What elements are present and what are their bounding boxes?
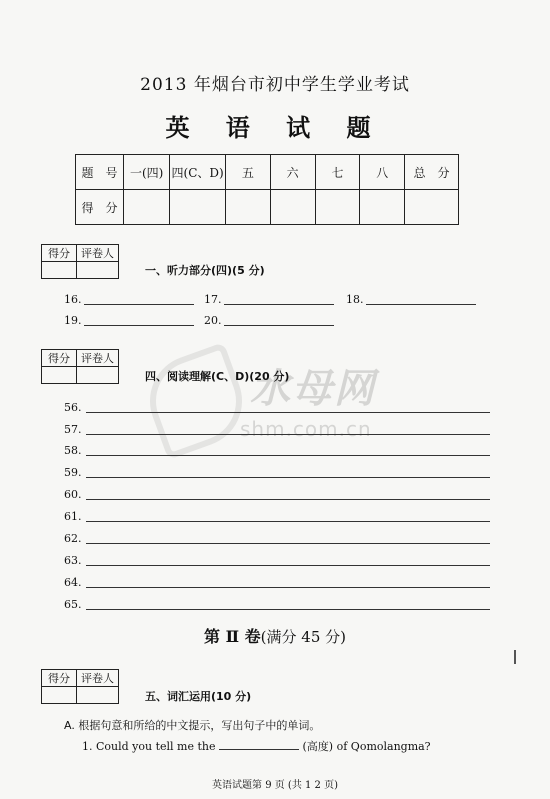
section-instruction: A. 根据句意和所给的中文提示，写出句子中的单词。 bbox=[64, 719, 321, 732]
answer-number: 60. bbox=[64, 488, 82, 501]
score-input[interactable] bbox=[405, 190, 459, 225]
answer-number: 59. bbox=[64, 466, 82, 479]
grader-score-label: 得分 bbox=[42, 350, 77, 367]
answer-line[interactable] bbox=[86, 499, 490, 500]
grader-marker-label: 评卷人 bbox=[77, 245, 119, 262]
score-table-header-row bbox=[76, 155, 459, 190]
page-footer: 英语试题第 9 页 (共 1 2 页) bbox=[212, 780, 338, 791]
answer-number: 57. bbox=[64, 423, 82, 436]
part2-heading bbox=[0, 624, 550, 647]
answer-number: 62. bbox=[64, 532, 82, 545]
answer-line[interactable] bbox=[86, 455, 490, 456]
answer-number: 64. bbox=[64, 576, 82, 589]
answer-line[interactable] bbox=[86, 565, 490, 566]
score-cell: 题 号 bbox=[76, 155, 124, 190]
answer-number: 56. bbox=[64, 401, 82, 414]
part2-title: 第 Ⅱ 卷 bbox=[204, 627, 261, 646]
score-cell: 四(C、D) bbox=[170, 155, 226, 190]
score-table-value-row bbox=[76, 190, 459, 225]
grader-box bbox=[41, 349, 119, 384]
answer-line[interactable] bbox=[86, 609, 490, 610]
grader-marker-input[interactable] bbox=[77, 687, 119, 704]
score-input[interactable] bbox=[124, 190, 170, 225]
score-cell: 五 bbox=[226, 155, 271, 190]
grader-score-label: 得分 bbox=[42, 245, 77, 262]
answer-line[interactable] bbox=[224, 325, 334, 326]
answer-line[interactable] bbox=[86, 587, 490, 588]
score-input[interactable] bbox=[360, 190, 405, 225]
answer-line[interactable] bbox=[86, 543, 490, 544]
score-input[interactable] bbox=[170, 190, 226, 225]
score-cell: 一(四) bbox=[124, 155, 170, 190]
answer-line[interactable] bbox=[84, 325, 194, 326]
grader-box bbox=[41, 669, 119, 704]
grader-marker-label: 评卷人 bbox=[77, 350, 119, 367]
watermark-logo-icon bbox=[137, 342, 255, 460]
score-cell: 七 bbox=[315, 155, 360, 190]
score-row-label: 得 分 bbox=[76, 190, 124, 225]
answer-line[interactable] bbox=[86, 434, 490, 435]
section-title: 四、阅读理解(C、D)(20 分) bbox=[145, 370, 290, 383]
answer-number: 65. bbox=[64, 598, 82, 611]
grader-score-input[interactable] bbox=[42, 367, 77, 384]
grader-box bbox=[41, 244, 119, 279]
score-cell: 六 bbox=[270, 155, 315, 190]
answer-number: 20. bbox=[204, 314, 222, 327]
score-cell: 八 bbox=[360, 155, 405, 190]
answer-number: 18. bbox=[346, 293, 364, 306]
question-1 bbox=[82, 738, 431, 754]
answer-number: 63. bbox=[64, 554, 82, 567]
grader-marker-input[interactable] bbox=[77, 262, 119, 279]
answer-number: 61. bbox=[64, 510, 82, 523]
score-table bbox=[75, 154, 459, 225]
question-1-tail: of Qomolangma? bbox=[336, 740, 431, 753]
answer-line[interactable] bbox=[366, 304, 476, 305]
answer-number: 16. bbox=[64, 293, 82, 306]
answer-line[interactable] bbox=[86, 521, 490, 522]
grader-score-input[interactable] bbox=[42, 262, 77, 279]
score-input[interactable] bbox=[270, 190, 315, 225]
exam-title: 2013 年烟台市初中学生学业考试 bbox=[140, 75, 410, 95]
answer-number: 58. bbox=[64, 444, 82, 457]
grader-score-input[interactable] bbox=[42, 687, 77, 704]
answer-line[interactable] bbox=[84, 304, 194, 305]
grader-score-label: 得分 bbox=[42, 670, 77, 687]
part2-note: (满分 45 分) bbox=[260, 628, 346, 646]
watermark-url: shm.com.cn bbox=[240, 417, 372, 441]
scan-mark bbox=[514, 650, 516, 664]
watermark-text: 水母网 bbox=[250, 366, 376, 412]
exam-subtitle: 英 语 试 题 bbox=[165, 114, 385, 142]
answer-number: 19. bbox=[64, 314, 82, 327]
answer-line[interactable] bbox=[224, 304, 334, 305]
question-1-blank[interactable] bbox=[219, 739, 299, 750]
section-title: 一、听力部分(四)(5 分) bbox=[145, 264, 265, 277]
answer-line[interactable] bbox=[86, 477, 490, 478]
question-1-text: 1. Could you tell me the bbox=[82, 740, 216, 753]
score-input[interactable] bbox=[315, 190, 360, 225]
answer-line[interactable] bbox=[86, 412, 490, 413]
grader-marker-label: 评卷人 bbox=[77, 670, 119, 687]
grader-marker-input[interactable] bbox=[77, 367, 119, 384]
answer-number: 17. bbox=[204, 293, 222, 306]
score-input[interactable] bbox=[226, 190, 271, 225]
section-title: 五、词汇运用(10 分) bbox=[145, 690, 252, 703]
question-1-hint: (高度) bbox=[302, 740, 334, 753]
score-cell: 总 分 bbox=[405, 155, 459, 190]
